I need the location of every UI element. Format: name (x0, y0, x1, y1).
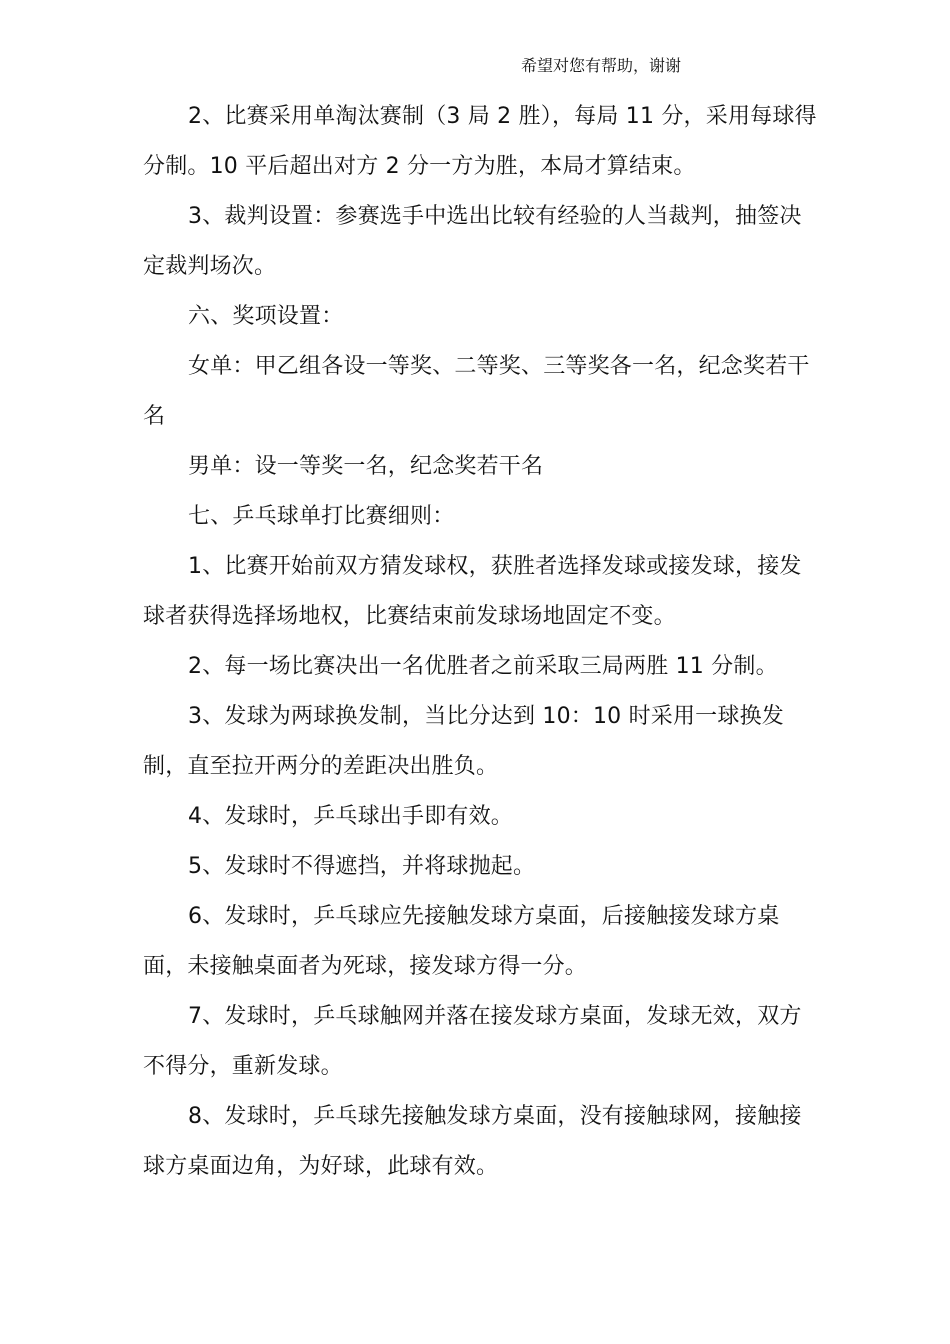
paragraph-detail-2: 2、每一场比赛决出一名优胜者之前采取三局两胜 11 分制。 (188, 654, 778, 679)
paragraph-detail-8: 8、发球时，乒乓球先接触发球方桌面，没有接触球网，接触接球方桌面边角，为好球，此球有效。 (143, 1104, 802, 1179)
paragraph-rule-3-referee: 3、裁判设置：参赛选手中选出比较有经验的人当裁判，抽签决定裁判场次。 (143, 204, 802, 279)
paragraph-detail-4: 4、发球时，乒乓球出手即有效。 (188, 804, 513, 829)
header-note: 希望对您有帮助，谢谢 (521, 56, 682, 75)
paragraph-detail-6: 6、发球时，乒乓球应先接触发球方桌面，后接触接发球方桌面，未接触桌面者为死球，接发球方得一分。 (143, 904, 780, 979)
paragraph-rule-2-format: 2、比赛采用单淘汰赛制（3 局 2 胜），每局 11 分，采用每球得分制。10 平后超出对方 2 分一方为胜，本局才算结束。 (143, 104, 817, 179)
document-body (143, 92, 823, 1192)
paragraph-detail-1: 1、比赛开始前双方猜发球权，获胜者选择发球或接发球，接发球者获得选择场地权，比赛结束前发球场地固定不变。 (143, 554, 802, 629)
paragraph-womens-singles: 女单：甲乙组各设一等奖、二等奖、三等奖各一名，纪念奖若干名 (143, 354, 810, 429)
paragraph-detail-3: 3、发球为两球换发制，当比分达到 10：10 时采用一球换发制，直至拉开两分的差距决出胜负。 (143, 704, 784, 779)
section-heading-awards: 六、奖项设置： (188, 304, 344, 329)
paragraph-mens-singles: 男单：设一等奖一名，纪念奖若干名 (188, 454, 544, 479)
section-heading-singles-rules: 七、乒乓球单打比赛细则： (188, 504, 455, 529)
paragraph-detail-5: 5、发球时不得遮挡，并将球抛起。 (188, 854, 536, 879)
paragraph-detail-7: 7、发球时，乒乓球触网并落在接发球方桌面，发球无效，双方不得分，重新发球。 (143, 1004, 802, 1079)
